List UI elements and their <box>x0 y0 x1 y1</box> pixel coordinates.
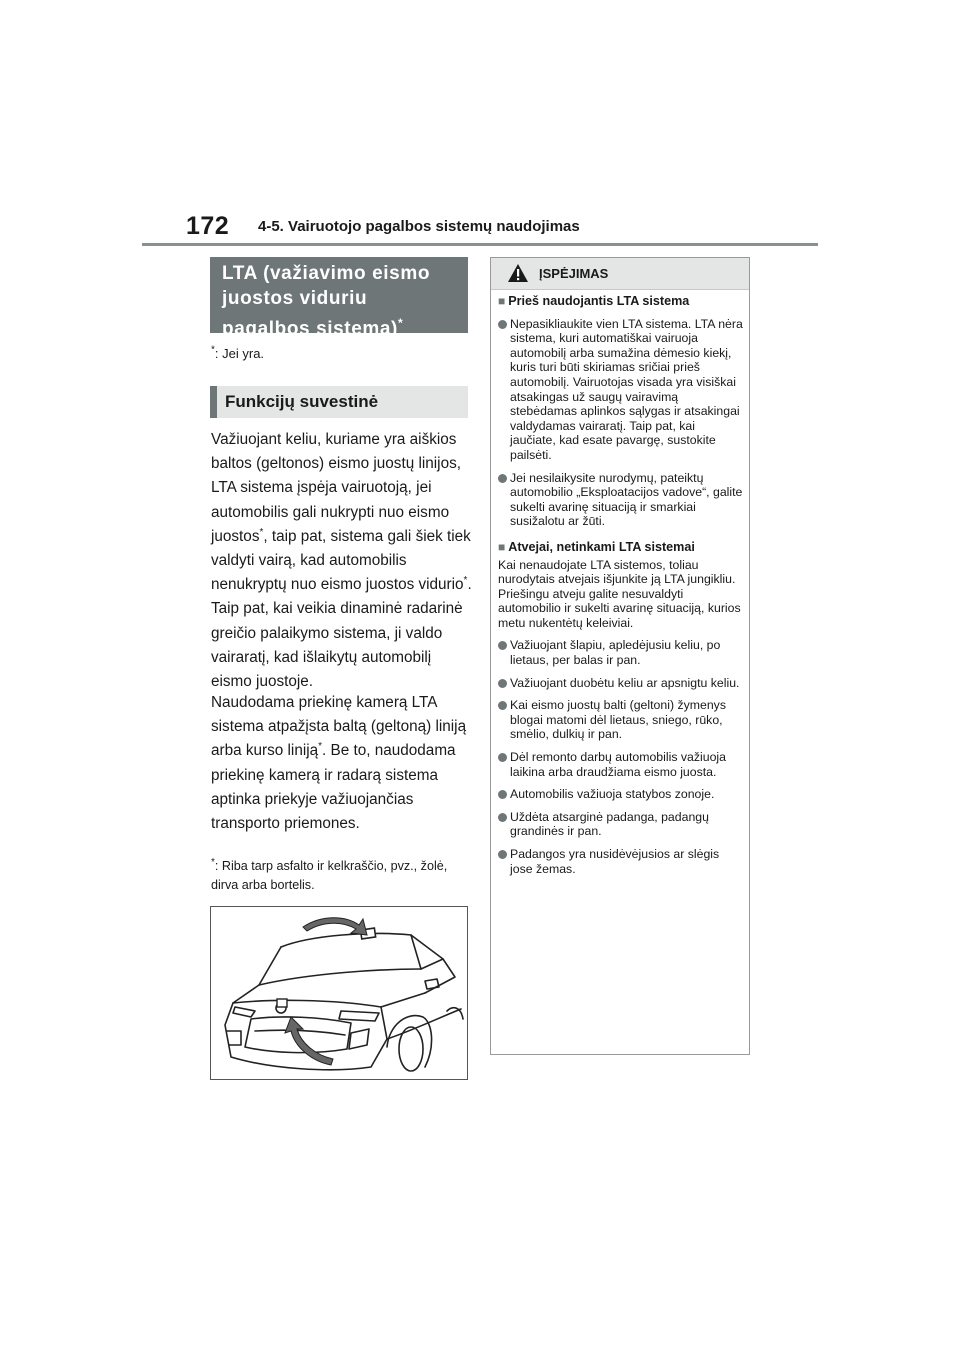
warning-triangle-icon <box>507 263 529 283</box>
list-item: Kai eismo juostų balti (geltoni) žymenys blogai matomi dėl lietaus, sniego, rūko, smėlio, dulkių ir pan. <box>498 698 744 742</box>
warning-content <box>498 291 744 876</box>
car-illustration-svg <box>211 907 468 1080</box>
warning-header <box>491 258 749 290</box>
list-item: Uždėta atsarginė padanga, padangų grandinės ir pan. <box>498 810 744 839</box>
footnote-mark: * <box>211 344 215 356</box>
car-camera-illustration <box>210 906 468 1080</box>
warning-heading-before-use: ■ Prieš naudojantis LTA sistema <box>498 294 744 309</box>
list-item: Jei nesilaikysite nurodymų, pateiktų automobilio „Eksploatacijos vadove“, galite sukelti avarinę situaciją ir smarkiai susižalotu ar žūti. <box>498 471 744 529</box>
warning-box <box>490 257 750 1055</box>
availability-footnote: *: Jei yra. <box>211 344 265 361</box>
list-item: Padangos yra nusidėvėjusios ar slėgis jose žemas. <box>498 847 744 876</box>
header-rule <box>142 243 818 246</box>
list-item: Nepasikliaukite vien LTA sistema. LTA nėra sistema, kuri automatiškai vairuoja automobilį arba sumažina dėmesio kiekį, kuris turi būti skiriamas sričiai prieš automobilį. Vairuotojas visada yra visiškai atsakingas už saugų vairavimą stebėdamas aplinkos sąlygas ir atsakingai valdydamas vairaratį. Taip pat, kai jaučiate, kad esate pavargę, sustokite pailsėti. <box>498 317 744 463</box>
list-item: Važiuojant šlapiu, apledėjusiu keliu, po lietaus, per balas ir pan. <box>498 638 744 667</box>
summary-paragraph-2: Naudodama priekinę kamerą LTA sistema atpažįsta baltą (geltoną) liniją arba kurso liniją*. Be to, naudodama priekinę kamerą ir radarą sistema aptinka priekyje važiuojančias transporto priemones. <box>211 694 467 833</box>
list-item: Dėl remonto darbų automobilis važiuoja laikina arba draudžiama eismo juosta. <box>498 750 744 779</box>
summary-heading: Funkcijų suvestinė <box>210 386 468 418</box>
section-title: LTA (važiavimo eismo juostos viduriu pagalbos sistema) <box>222 263 431 340</box>
section-title-mark: * <box>397 316 404 330</box>
list-item: Važiuojant duobėtu keliu ar apsnigtu keliu. <box>498 676 744 691</box>
boundary-footnote: *: Riba tarp asfalto ir kelkraščio, pvz., žolė, dirva arba bortelis. <box>211 856 448 892</box>
chapter-title: 4-5. Vairuotojo pagalbos sistemų naudojimas <box>258 218 580 235</box>
section-title-box <box>210 257 468 340</box>
page-number: 172 <box>186 212 230 240</box>
warning-heading-unsuitable: ■ Atvejai, netinkami LTA sistemai <box>498 540 744 555</box>
list-item: Automobilis važiuoja statybos zonoje. <box>498 787 744 802</box>
warning-paragraph: Kai nenaudojate LTA sistemos, toliau nurodytais atvejais išjunkite ją LTA jungikliu. Priešingu atveju galite nesuvaldyti automobilio ir sukelti avarinę situaciją, kurios metu nukentėtų keleiviai. <box>498 557 741 630</box>
summary-paragraph-1: Važiuojant keliu, kuriame yra aiškios baltos (geltonos) eismo juostų linijos, LTA sistema įspėja vairuotoją, jei automobilis gali nukrypti nuo eismo juostos*, taip pat, sistema gali šiek tiek valdyti vairą, kad automobilis nenukryptų nuo eismo juostos vidurio*. Taip pat, kai veikia dinaminė radarinė greičio palaikymo sistema, ji valdo vairaratį, kad išlaikytų automobilį eismo juostoje. <box>211 431 472 691</box>
warning-title: ĮSPĖJIMAS <box>539 266 609 281</box>
